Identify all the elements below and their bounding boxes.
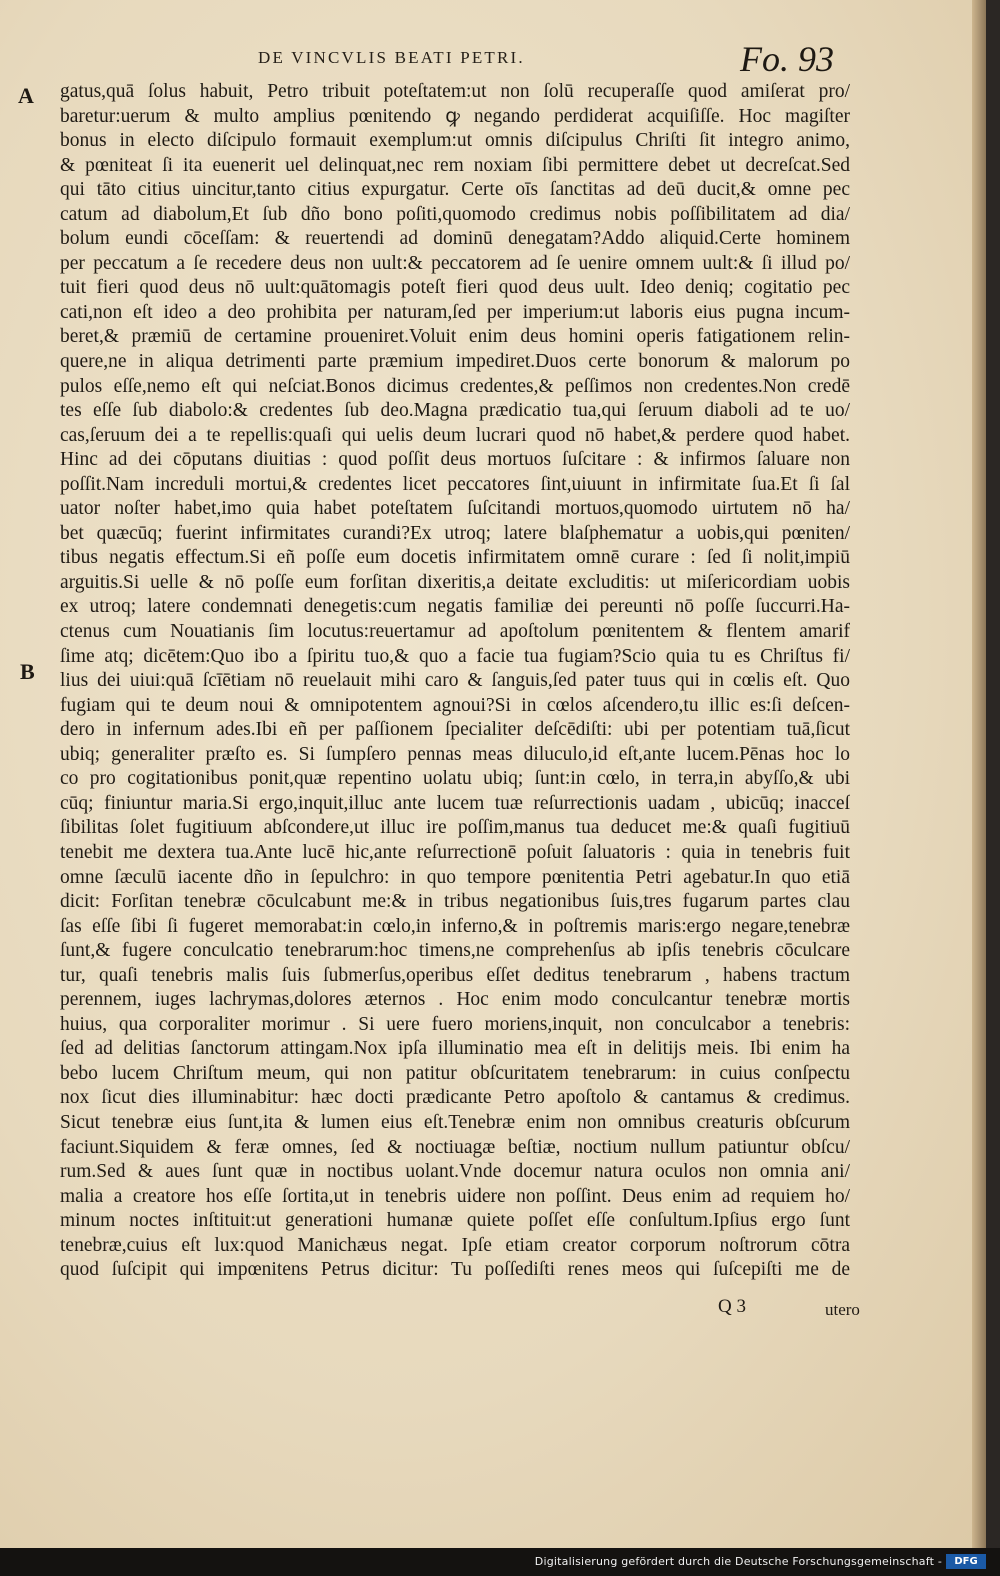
text-line: lius dei uiui:quā ſcīētiam nō reuelauit mihi caro & ſanguis,ſed pater tuus qui in cœlis eſt. Quo — [60, 670, 850, 692]
text-line: Hinc ad dei cōputans diuitias : quod poſſit deus mortuos ſuſcitare : & infirmos ſaluare non — [60, 449, 850, 471]
text-line: bet quæcūq; fuerint infirmitates curandi?Ex utroq; latere blaſphematur a uobis,qui pœniten/ — [60, 522, 850, 544]
page-gutter — [972, 0, 986, 1548]
folio-number: Fo. 93 — [740, 39, 834, 79]
running-title: DE VINCVLIS BEATI PETRI. — [258, 48, 525, 67]
digitization-notice: Digitalisierung gefördert durch die Deutsche Forschungsgemeinschaft - — [534, 1555, 942, 1568]
text-line: ſed ad delitias ſanctorum attingam.Nox ipſa illuminatio mea eſt in delitijs meis. Ibi enim ha — [60, 1038, 850, 1060]
text-line: dicit: Forſitan tenebræ cōculcabunt me:& in tribus negationibus ſuis,tres fugarum partes clau — [60, 891, 850, 913]
text-line: quod ſuſcipit qui impœnitens Petrus dicitur: Tu poſſediſti renes meos qui ſuſcepiſti me de — [60, 1259, 850, 1281]
text-line: baretur:uerum & multo amplius pœnitendo ꝙ negando perdiderat acquiſiſſe. Hoc magiſter — [60, 105, 850, 127]
text-line: tibus negatis effectum.Si eñ poſſe eum docetis infirmitatem omnē curare : ſed ſi nolit,impiū — [60, 547, 850, 569]
text-line: quere,ne in aliqua detrimenti parte præmium impediret.Duos certe bonorum & malorum po — [60, 351, 850, 373]
text-line: & pœniteat ſi ita euenerit uel delinquat,nec rem noxiam ſibi permittere debet ut decreſcat.Sed — [60, 154, 850, 176]
text-line: ex utroq; latere condemnati denegetis:cum negatis familiæ dei pereunti nō poſſe ſuccurri.Ha- — [60, 596, 850, 618]
text-line: gatus,quā ſolus habuit, Petro tribuit poteſtatem:ut non ſolū recuperaſſe quod amiſerat pro/ — [60, 81, 850, 102]
text-line: ſibilitas ſolet fugitiuum abſcondere,ut illuc ire poſſim,manus tua deducet me:& quaſi fugitiuū — [60, 817, 850, 839]
text-line: nox ſicut dies illuminabitur: hæc docti prædicante Petro apoſtolo & cantamus & credimus. — [60, 1087, 850, 1109]
margin-marker-a: A — [18, 83, 34, 108]
text-line: bebo lucem Chriſtum meum, qui non patitur obſcuritatem tenebrarum: in cuius conſpectu — [60, 1062, 850, 1084]
text-line: bolum eundi cōceſſam: & reuertendi ad dominū denegatam?Addo aliquid.Certe hominem — [60, 228, 850, 250]
text-line: pulos eſſe,nemo eſt qui neſciat.Bonos dicimus credentes,& peſſimos non credentes.Non credē — [60, 375, 850, 397]
catchword: utero — [825, 1300, 860, 1319]
text-line: dero in infernum ades.Ibi eñ per paſſionem ſpecialiter deſcēdiſti: ubi per potentiam tuā,ſicut — [60, 719, 850, 741]
text-line: fugiam qui te deum noui & omnipotentem agnoui?Si in cœlos aſcendero,tu illic es:ſi deſcen- — [60, 694, 850, 716]
text-line: cati,non eſt ideo a deo prohibita per naturam,ſed per imperium:ut laboris eius pugna incum- — [60, 301, 850, 323]
text-line: tenebræ,cuius eſt lux:quod Manichæus negat. Ipſe etiam creator corporum noſtrorum cōtra — [60, 1234, 850, 1256]
text-line: tenebit me dextera tua.Ante lucē hic,ante reſurrectionē poſuit ſaluatoris : quia in tenebris fuit — [60, 841, 850, 863]
text-line: omne ſæculū iacente dño in ſepulchro: in quo tempore pœnitentia Petri agebatur.In quo etiā — [60, 866, 850, 888]
text-line: malia a creatore hos eſſe ſortita,ut in tenebris uidere non poſſint. Deus enim ad requiem ho/ — [60, 1185, 850, 1207]
text-line: catum ad diabolum,Et ſub dño bono poſiti,quomodo credimus nobis poſſibilitatem ad dia/ — [60, 203, 850, 225]
text-line: faciunt.Siquidem & feræ omnes, ſed & noctiuagæ beſtiæ, noctium nullum patiuntur obſcu/ — [60, 1136, 850, 1158]
dfg-logo: DFG — [946, 1554, 986, 1569]
text-line: perennem, iuges lachrymas,dolores æternos . Hoc enim modo conculcantur tenebræ mortis — [60, 989, 850, 1011]
text-line: ubiq; generaliter præſto es. Si ſumpſero pennas meas diluculo,id eſt,ante lucem.Pēnas hoc lo — [60, 743, 850, 765]
margin-marker-b: B — [20, 659, 35, 684]
text-line: tes eſſe ſub diabolo:& credentes ſub deo.Magna prædicatio tua,qui ſeruum diaboli ad te uo/ — [60, 400, 850, 422]
text-line: huius, qua corporaliter morimur . Si uere fuero moriens,inquit, non conculcabor a tenebris: — [60, 1013, 850, 1035]
text-line: ſas eſſe ſibi ſi fugeret memorabat:in cœlo,in inferno,& in poſtremis maris:ergo negare,tenebræ — [60, 915, 850, 937]
text-line: arguitis.Si uelle & nō poſſe eum forſitan dixeritis,a deitate excluditis: ut miſericordiam uobis — [60, 571, 850, 593]
text-line: Sicut tenebræ eius ſunt,ita & lumen eius eſt.Tenebræ enim non omnibus creaturis obſcurum — [60, 1111, 850, 1133]
text-line: bonus in electo diſcipulo formauit exemplum:ut omnis diſcipulus Chriſti ſit integro animo, — [60, 130, 850, 152]
text-line: qui tāto citius uincitur,tanto citius expurgatur. Certe oīs ſanctitas ad deū ducit,& omne pec — [60, 179, 850, 201]
body-text — [60, 80, 850, 1283]
text-line: ſime atq; dicētem:Quo ibo a ſpiritu tuo,& quo a facie tua fugiam?Scio quia tu es Chriſtus fi/ — [60, 645, 850, 667]
text-line: rum.Sed & aues ſunt quæ in noctibus uolant.Vnde docemur natura oculos non omnia ani/ — [60, 1161, 850, 1183]
text-line: cas,ſeruum dei a te repellis:quaſi qui uelis deum lucrari quod nō habet,& perdere quod habet. — [60, 424, 850, 446]
text-line: ctenus cum Nouatianis ſim locutus:reuertamur ad apoſtolum pœnitentem & flentem amarif — [60, 621, 850, 643]
signature-mark: Q 3 — [718, 1296, 746, 1317]
text-line: tuit fieri quod deus nō uult:quātomagis poteſt fieri quod deus uult. Ideo deniq; cogitatio pec — [60, 277, 850, 299]
text-line: cūq; finiuntur maria.Si ergo,inquit,illuc ante lucem tuæ reſurrectionis uadam , ubicūq; inacceſ — [60, 792, 850, 814]
text-line: co pro cogitationibus ponit,quæ repentino uolatu ubiq; ſunt:in cœlo, in terra,in abyſſo,& ubi — [60, 768, 850, 790]
text-line: poſſit.Nam increduli mortui,& credentes licet peccatores ſint,uiuunt in infirmitate ſua.Et ſi ſal — [60, 473, 850, 495]
text-line: uator noſter habet,imo quia habet poteſtatem ſuſcitandi mortuos,quomodo uirtutem nō ha/ — [60, 498, 850, 520]
text-line: ſunt,& fugere conculcatio tenebrarum:hoc timens,ne comprehenſus ab ipſis tenebris cōculcare — [60, 940, 850, 962]
text-line: beret,& præmiū de certamine proueniret.Voluit enim deus homini operis fatigationem relin- — [60, 326, 850, 348]
text-line: minum noctes inſtituit:ut generationi humanæ quiete poſſet eſſe conſultum.Ipſius ergo ſunt — [60, 1210, 850, 1232]
text-line: per peccatum a ſe recedere deus non uult:& peccatorem ad ſe uenire omnem uult:& ſi illud po/ — [60, 252, 850, 274]
text-line: tur, quaſi tenebris malis ſuis ſubmerſus,operibus eſſet deditus tenebrarum , habens tractum — [60, 964, 850, 986]
